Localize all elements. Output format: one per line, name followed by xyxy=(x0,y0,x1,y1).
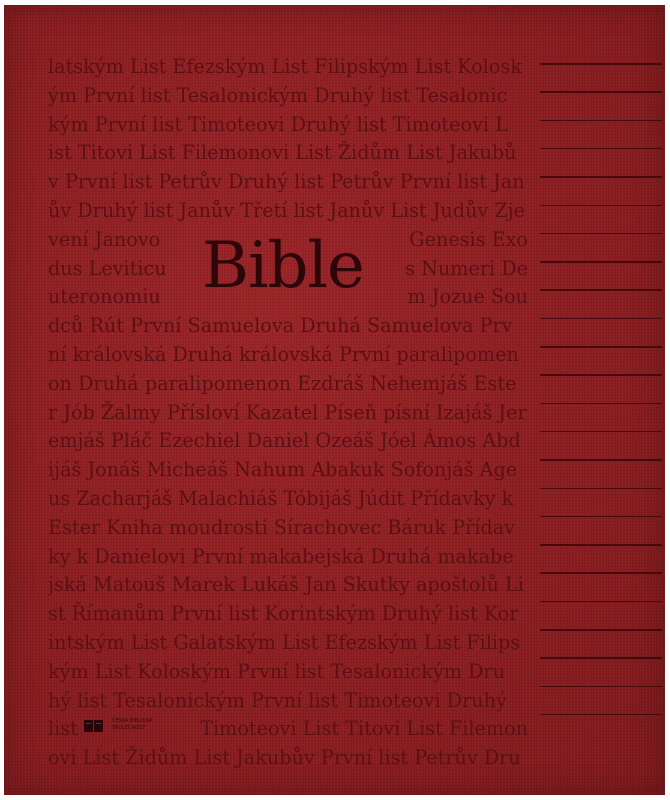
cover-rule-line xyxy=(540,374,662,376)
cover-text-line: r Jób Žalmy Přísloví Kazatel Píseň písní Izajáš Jer xyxy=(48,400,527,424)
cover-rule-line xyxy=(540,601,662,603)
cover-rule-line xyxy=(540,120,662,122)
cover-text-line: latským List Efezským List Filipským List Kolosk xyxy=(48,55,522,78)
cover-text-line: ky k Danielovi První makabejská Druhá makabe xyxy=(48,544,514,568)
cover-rule-line xyxy=(540,205,662,207)
cover-text-line: intským List Galatským List Efezským List Filips xyxy=(48,631,521,654)
cover-text-right: Timoteovi List Titovi List Filemon xyxy=(200,717,528,741)
cover-title: Bible xyxy=(202,229,364,303)
cover-rule-line xyxy=(540,459,662,461)
cover-text-right: m Jozue Sou xyxy=(407,285,528,309)
cover-text-left: list xyxy=(48,717,78,741)
cover-text-right: s Numeri De xyxy=(405,256,528,280)
cover-rule-line xyxy=(540,318,662,320)
cover-logo-line xyxy=(48,715,528,744)
cover-rule-line xyxy=(540,346,662,348)
cover-text-line: v První list Petrův Druhý list Petrův První list Jan xyxy=(48,170,525,194)
cover-text-line: on Druhá paralipomenon Ezdráš Nehemjáš Este xyxy=(48,371,517,395)
publisher-logo-text-2: SPOLEČNOST xyxy=(112,725,146,732)
cover-text-line: ní královská Druhá královská První paralipomen xyxy=(48,343,519,366)
cover-rule-line xyxy=(540,657,662,659)
book-cover xyxy=(4,5,665,795)
cover-rule-line xyxy=(540,91,662,93)
cover-text-line: ův Druhý list Janův Třetí list Janův List Judův Zje xyxy=(48,199,526,222)
cover-text-left: vení Janovo xyxy=(48,227,161,251)
cover-rule-line xyxy=(540,544,662,546)
cover-text-line: dců Rút První Samuelova Druhá Samuelova Prv xyxy=(48,314,513,338)
cover-text-left: uteronomiu xyxy=(48,285,161,309)
publisher-logo-text-1: ČESKÁ BIBLICKÁ xyxy=(112,718,153,725)
cover-rule-line xyxy=(540,289,662,291)
book-logo-icon xyxy=(84,719,104,733)
cover-text-line: ist Titovi List Filemonovi List Židům List Jakubů xyxy=(48,141,517,165)
cover-text-line: jská Matouš Marek Lukáš Jan Skutky apoštolů Li xyxy=(48,573,524,597)
cover-text-line: ijáš Jonáš Micheáš Nahum Abakuk Sofonjáš Age xyxy=(48,458,518,482)
publisher-logo xyxy=(84,715,190,737)
cover-rule-line xyxy=(540,516,662,518)
cover-rule-line xyxy=(540,63,662,65)
cover-text-line: hý list Tesalonickým První list Timoteovi Druhý xyxy=(48,688,507,712)
cover-text-right: Genesis Exo xyxy=(409,227,528,251)
cover-text-line: us Zacharjáš Malachiáš Tóbijáš Júdit Přídavky k xyxy=(48,487,514,510)
cover-text-left: dus Leviticu xyxy=(48,256,167,280)
cover-rule-line xyxy=(540,431,662,433)
cover-text-line: ým První list Tesalonickým Druhý list Tesalonic xyxy=(48,83,508,107)
cover-rule-line xyxy=(540,233,662,235)
cover-rule-line xyxy=(540,261,662,263)
cover-rule-line xyxy=(540,176,662,178)
cover-rule-line xyxy=(540,572,662,574)
cover-rule-line xyxy=(540,403,662,405)
publisher-logo-text xyxy=(112,718,153,732)
cover-rule-line xyxy=(540,714,662,716)
cover-rule-line xyxy=(540,629,662,631)
cover-rule-line xyxy=(540,148,662,150)
cover-text-line: emjáš Pláč Ezechiel Daniel Ozeáš Jóel Ámos Abd xyxy=(48,429,521,453)
cover-text-line: st Římanům První list Korintským Druhý list Kor xyxy=(48,602,519,626)
cover-text-line: Ester Kniha moudrosti Sírachovec Báruk Přídav xyxy=(48,515,515,539)
cover-text-line: kým List Koloským První list Tesalonickým Dru xyxy=(48,659,505,683)
cover-text-line: ovi List Židům List Jakubův První list Petrův Dru xyxy=(48,746,521,770)
cover-rule-line xyxy=(540,488,662,490)
cover-rule-line xyxy=(540,686,662,688)
cover-text-line: kým První list Timoteovi Druhý list Timoteovi L xyxy=(48,112,508,136)
